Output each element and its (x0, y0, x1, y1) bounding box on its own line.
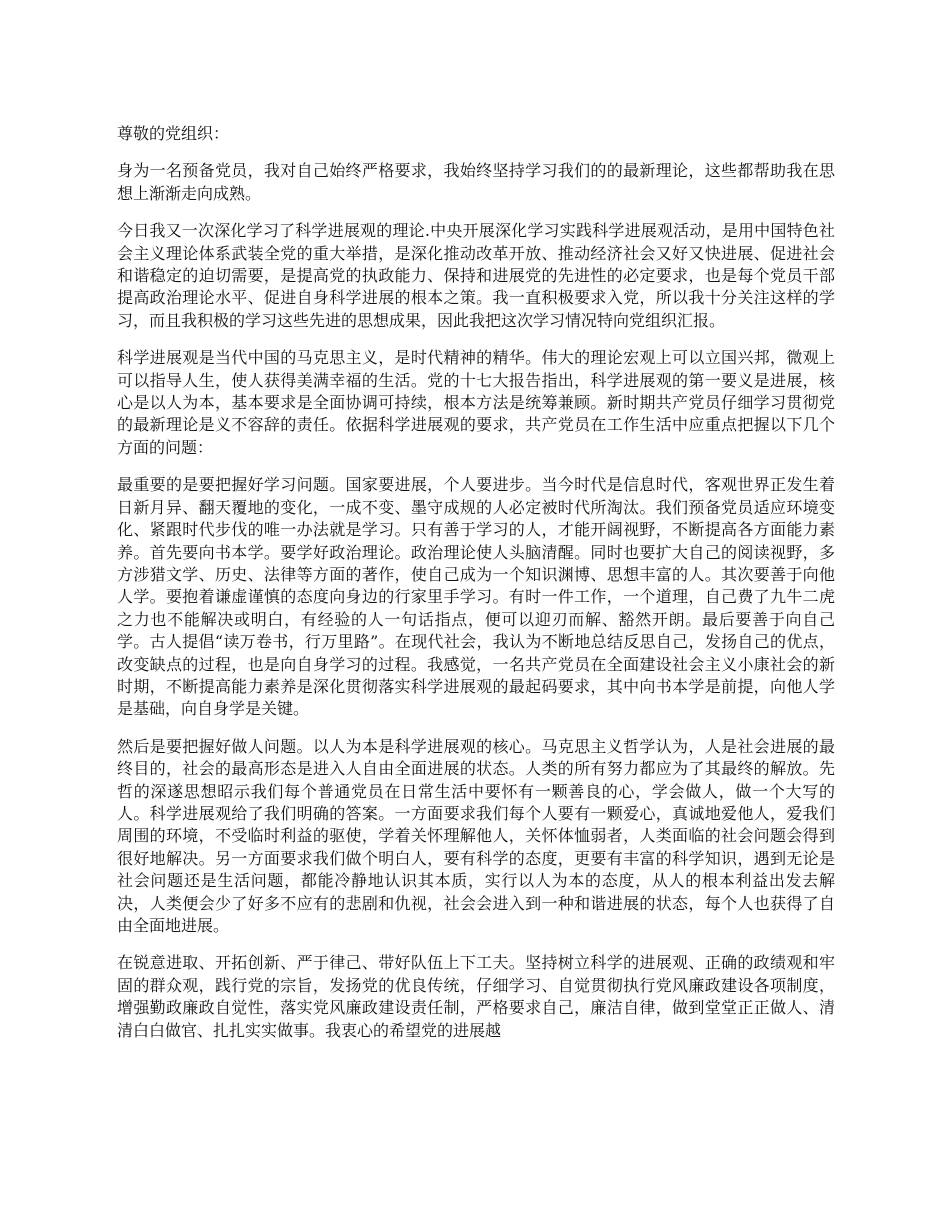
paragraph-6: 在锐意进取、开拓创新、严于律己、带好队伍上下工夫。坚持树立科学的进展观、正确的政绩观和牢固的群众观，践行党的宗旨，发扬党的优良传统，仔细学习、自觉贯彻执行党风廉政建设各项制度，增强勤政廉政自觉性，落实党风廉政建设责任制，严格要求自己，廉洁自律，做到堂堂正正做人、清清白白做官、扎扎实实做事。我衷心的希望党的进展越 (117, 953, 835, 1040)
greeting: 尊敬的党组织： (117, 124, 230, 143)
paragraph-3: 科学进展观是当代中国的马克思主义，是时代精神的精华。伟大的理论宏观上可以立国兴邦，微观上可以指导人生，使人获得美满幸福的生活。党的十七大报告指出，科学进展观的第一要义是进展，核心是以人为本，基本要求是全面协调可持续，根本方法是统筹兼顾。新时期共产党员仔细学习贯彻党的最新理论是义不容辞的责任。依据科学进展观的要求，共产党员在工作生活中应重点把握以下几个方面的问题： (117, 348, 835, 457)
document-body (117, 123, 835, 1057)
paragraph-5: 然后是要把握好做人问题。以人为本是科学进展观的核心。马克思主义哲学认为，人是社会进展的最终目的，社会的最高形态是进入人自由全面进展的状态。人类的所有努力都应为了其最终的解放。先哲的深遂思想昭示我们每个普通党员在日常生活中要怀有一颗善良的心，学会做人，做一个大写的人。科学进展观给了我们明确的答案。一方面要求我们每个人要有一颗爱心，真诚地爱他人，爱我们周围的环境，不受临时利益的驱使，学着关怀理解他人，关怀体恤弱者，人类面临的社会问题会得到很好地解决。另一方面要求我们做个明白人，要有科学的态度，更要有丰富的科学知识，遇到无论是社会问题还是生活问题，都能冷静地认识其本质，实行以人为本的态度，从人的根本利益出发去解决，人类便会少了好多不应有的悲剧和仇视，社会会进入到一种和谐进展的状态，每个人也获得了自由全面地进展。 (117, 736, 835, 935)
paragraph-4: 最重要的是要把握好学习问题。国家要进展，个人要进步。当今时代是信息时代，客观世界正发生着日新月异、翻天覆地的变化，一成不变、墨守成规的人必定被时代所淘汰。我们预备党员适应环境变化、紧跟时代步伐的唯一办法就是学习。只有善于学习的人，才能开阔视野，不断提高各方面能力素养。首先要向书本学。要学好政治理论。政治理论使人头脑清醒。同时也要扩大自己的阅读视野，多方涉猎文学、历史、法律等方面的著作，使自己成为一个知识渊博、思想丰富的人。其次要善于向他人学。要抱着谦虚谨慎的态度向身边的行家里手学习。有时一件工作，一个道理，自己费了九牛二虎之力也不能解决或明白，有经验的人一句话指点，便可以迎刃而解、豁然开朗。最后要善于向自己学。古人提倡“读万卷书，行万里路”。在现代社会，我认为不断地总结反思自己，发扬自己的优点，改变缺点的过程，也是向自身学习的过程。我感觉，一名共产党员在全面建设社会主义小康社会的新时期，不断提高能力素养是深化贯彻落实科学进展观的最起码要求，其中向书本学是前提，向他人学是基础，向自身学是关键。 (117, 475, 835, 719)
paragraph-2: 今日我又一次深化学习了科学进展观的理论.中央开展深化学习实践科学进展观活动，是用中国特色社会主义理论体系武装全党的重大举措，是深化推动改革开放、推动经济社会又好又快进展、促进社会和谐稳定的迫切需要，是提高党的执政能力、保持和进展党的先进性的必定要求，也是每个党员干部提高政治理论水平、促进自身科学进展的根本之策。我一直积极要求入党，所以我十分关注这样的学习，而且我积极的学习这些先进的思想成果，因此我把这次学习情况特向党组织汇报。 (117, 221, 835, 330)
paragraph-1: 身为一名预备党员，我对自己始终严格要求，我始终坚持学习我们的的最新理论，这些都帮助我在思想上渐渐走向成熟。 (117, 161, 835, 203)
